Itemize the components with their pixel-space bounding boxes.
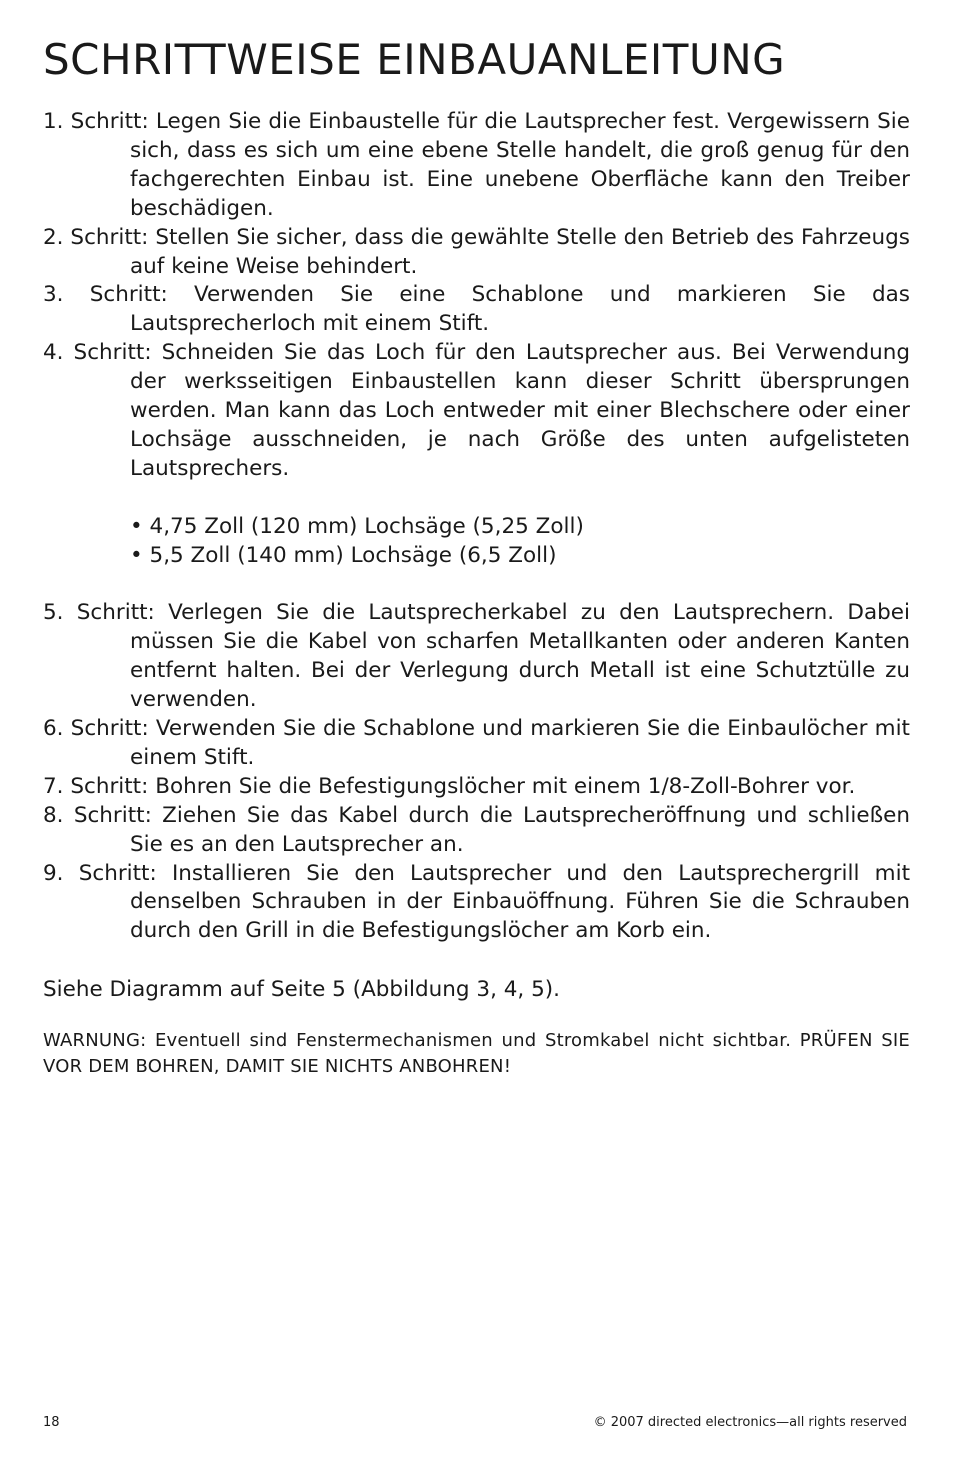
- step-9: 9. Schritt: Installieren Sie den Lautsprecher und den Lautsprechergrill mit denselben Schrauben in der Einbauöffnung. Führen Sie die Schrauben durch den Grill in die Befestigungslöcher am Korb ein.: [43, 860, 910, 944]
- step-4: 4. Schritt: Schneiden Sie das Loch für den Lautsprecher aus. Bei Verwendung der werksseitigen Einbaustellen kann dieser Schritt übersprungen werden. Man kann das Loch entweder mit einer Blechschere oder einer Lochsäge ausschneiden, je nach Größe des unten aufgelisteten Lautsprechers.: [43, 340, 910, 481]
- spacer: [43, 570, 910, 599]
- hole-size-list: [43, 513, 910, 571]
- step-8: 8. Schritt: Ziehen Sie das Kabel durch die Lautsprecheröffnung und schließen Sie es an den Lautsprecher an.: [43, 802, 910, 857]
- step-5: 5. Schritt: Verlegen Sie die Lautsprecherkabel zu den Lautsprechern. Dabei müssen Sie die Kabel von scharfen Metallkanten oder anderen Kanten entfernt halten. Bei der Verlegung durch Metall ist eine Schutztülle zu verwenden.: [43, 600, 910, 713]
- warning-text: WARNUNG: Eventuell sind Fenstermechanismen und Stromkabel nicht sichtbar. PRÜFEN SIE VOR DEM BOHREN, DAMIT SIE NICHTS ANBOHREN!: [43, 1030, 910, 1077]
- step-7: 7. Schritt: Bohren Sie die Befestigungslöcher mit einem 1/8-Zoll-Bohrer vor.: [43, 773, 856, 799]
- step-2: 2. Schritt: Stellen Sie sicher, dass die gewählte Stelle den Betrieb des Fahrzeugs auf keine Weise behindert.: [43, 224, 910, 279]
- step-6: 6. Schritt: Verwenden Sie die Schablone und markieren Sie die Einbaulöcher mit einem Stift.: [43, 716, 910, 770]
- page-number: 18: [43, 1415, 60, 1430]
- hole-size-item: • 4,75 Zoll (120 mm) Lochsäge (5,25 Zoll): [130, 513, 584, 539]
- step-1: 1. Schritt: Legen Sie die Einbaustelle für die Lautsprecher fest. Vergewissern Sie sich, dass es sich um eine ebene Stelle handelt, die groß genug für den fachgerechten Einbau ist. Eine unebene Oberfläche kann den Treiber beschädigen.: [43, 109, 910, 221]
- hole-size-item: • 5,5 Zoll (140 mm) Lochsäge (6,5 Zoll): [130, 542, 557, 568]
- installation-steps: [43, 108, 910, 946]
- page-title: SCHRITTWEISE EINBAUANLEITUNG: [43, 35, 786, 84]
- diagram-reference: Siehe Diagramm auf Seite 5 (Abbildung 3, 4, 5).: [43, 977, 560, 1002]
- spacer: [43, 484, 910, 513]
- copyright-notice: © 2007 directed electronics—all rights reserved: [593, 1415, 907, 1430]
- step-3: 3. Schritt: Verwenden Sie eine Schablone und markieren Sie das Lautsprecherloch mit einem Stift.: [43, 282, 910, 337]
